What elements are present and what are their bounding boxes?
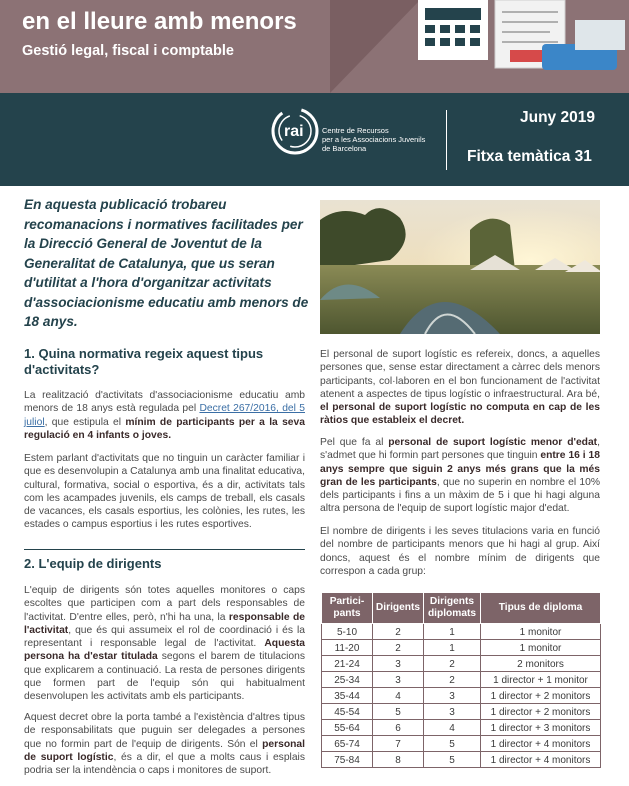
page-subtitle: Gestió legal, fiscal i comptable: [22, 43, 234, 59]
table-row: 45-54 5 3 1 director + 2 monitors: [322, 704, 601, 720]
table-header-row: [322, 593, 601, 624]
campsite-photo: [320, 200, 600, 334]
s2-paragraph-1: L'equip de dirigents són totes aquelles monitores o caps escoltes que participen com a part dels responsables de l'activitat. D'entre elles, però, n'hi ha una, la responsable de l'activitat, que és qui assumeix el rol de coordinació i és la representant i responsable legal de l'activitat. Aquesta persona ha d'estar titulada segons el barem de titulacions que explicarem a continuació. La resta de persones dirigents que formen part de l'equip són qui habitualment desenvolupen les activitats amb els participants.: [24, 585, 305, 703]
header-illustration: [330, 0, 629, 93]
table-row: 65-74 7 5 1 director + 4 monitors: [322, 736, 601, 752]
right-paragraph-2: Pel que fa al personal de suport logístic menor d'edat, s'admet que hi formin part persones que tinguin entre 16 i 18 anys sempre que siguin 2 anys més grans que la més gran de les participants, que no superin en nombre el 10% dels participants i fins a un màxim de 5 i que hi hagi alguna altra persona de l'equip de suport logístic major d'edat.: [320, 437, 601, 515]
issue-date: Juny 2019: [520, 109, 595, 126]
table-row: 55-64 6 4 1 director + 3 monitors: [322, 720, 601, 736]
table-row: 5-10 2 1 1 monitor: [322, 624, 601, 640]
sheet-number: Fitxa temàtica 31: [467, 148, 592, 165]
dirigents-table: [321, 592, 601, 768]
right-paragraph-3: El nombre de dirigents i les seves titulacions varia en funció del nombre de participants menors que hi hagi al grup. Així doncs, aquest és el nombre mínim de dirigents que correspon a cada grup:: [320, 526, 600, 577]
section-divider: [24, 549, 305, 550]
decret-link[interactable]: Decret 267/2016, del 5 juliol: [24, 403, 305, 428]
col-diplomats: Dirigents diplomats: [424, 593, 481, 624]
table-row: 11-20 2 1 1 monitor: [322, 640, 601, 656]
table-row: 21-24 3 2 2 monitors: [322, 656, 601, 672]
table-row: 75-84 8 5 1 director + 4 monitors: [322, 752, 601, 768]
col-dirigents: Dirigents: [373, 593, 424, 624]
s1-paragraph-1: La realització d'activitats d'associacionisme educatiu amb menors de 18 anys està regulada pel Decret 267/2016, del 5 juliol, que estipula el mínim de participants per a la seva regulació en 4 infants o joves.: [24, 390, 305, 441]
intro-text: En aquesta publicació trobareu recomanacions i normatives facilitades per la Direcció General de Joventut de la Generalitat de Catalunya, que us seran d'utilitat a l'hora d'organitzar activitats d'associacionisme educatiu amb menors de 18 anys.: [24, 197, 309, 329]
table-row: 35-44 4 3 1 director + 2 monitors: [322, 688, 601, 704]
right-paragraph-1: El personal de suport logístic es refereix, doncs, a aquelles persones que, sense estar directament a càrrec dels menors participants, col·laboren en el bon funcionament de l'activitat atenent a aspectes de tipus logístic o infraestructural. Ara bé, el personal de suport logístic no computa en cap de les ràtios que estableix el decret.: [320, 349, 600, 427]
table-row: 25-34 3 2 1 director + 1 monitor: [322, 672, 601, 688]
section-1-heading: 1. Quina normativa regeix aquest tipus d'activitats?: [24, 346, 264, 377]
org-name: Centre de Recursos per a les Associacions Juvenils de Barcelona: [322, 126, 426, 153]
svg-text:rai: rai: [284, 123, 304, 140]
section-2-heading: 2. L'equip de dirigents: [24, 556, 162, 571]
col-participants: Partici-pants: [322, 593, 373, 624]
s2-paragraph-2: Aquest decret obre la porta també a l'existència d'altres tipus de responsabilitats que puguin ser delegades a persones que no formin part de l'equip de dirigents. Són el personal de suport logístic, és a dir, el que a molts caus i esplais podria ser la intendència o caps i monitores de suport.: [24, 712, 305, 777]
page-title: en el lleure amb menors: [22, 8, 297, 35]
s1-paragraph-2: Estem parlant d'activitats que no tinguin un caràcter familiar i que es desenvolupin a Catalunya amb una finalitat educativa, cultural, formativa, social o esportiva, és a dir, activitats tals com les acampades juvenils, els camps de treball, els casals de vacances, els casals esportius, les colònies, les rutes, les estades o campus esportius i les rutes esportives.: [24, 453, 305, 531]
rai-logo-icon: [270, 106, 320, 156]
col-diploma-type: Tipus de diploma: [481, 593, 601, 624]
header-divider: [446, 110, 447, 170]
